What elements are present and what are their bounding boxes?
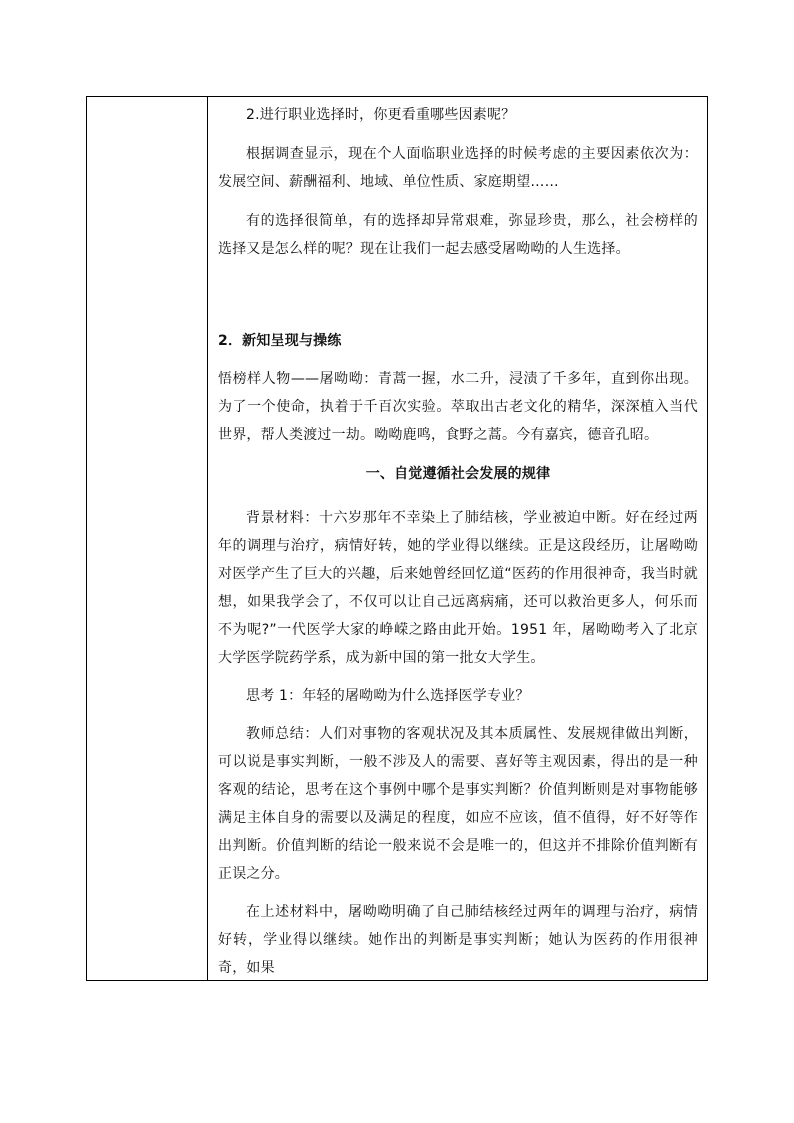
subheading: 一、自觉遵循社会发展的规律	[365, 466, 551, 482]
analysis-paragraph: 在上述材料中，屠呦呦明确了自己肺结核经过两年的调理与治疗，病情好转，学业得以继续。她作出的判断是事实判断；她认为医药的作用很神奇，如果	[218, 904, 698, 976]
section-heading: 2．新知呈现与操练	[218, 333, 342, 349]
role-model-paragraph: 悟榜样人物——屠呦呦：青蒿一握，水二升，浸渍了千多年，直到你出现。为了一个使命，执着于千百次实验。萃取出古老文化的精华，深深植入当代世界，帮人类渡过一劫。呦呦鹿鸣，食野之蒿。今有嘉宾，德音孔昭。	[218, 371, 698, 443]
question-2: 2.进行职业选择时，你更看重哪些因素呢？	[246, 107, 516, 123]
table-content-cell	[208, 97, 707, 980]
survey-paragraph: 根据调查显示，现在个人面临职业选择的时候考虑的主要因素依次为：发展空间、薪酬福利、地域、单位性质、家庭期望……	[218, 146, 698, 190]
think-question-1: 思考 1：年轻的屠呦呦为什么选择医学专业？	[246, 688, 530, 704]
lesson-table	[86, 96, 708, 981]
background-material: 背景材料：十六岁那年不幸染上了肺结核，学业被迫中断。好在经过两年的调理与治疗，病情好转，她的学业得以继续。正是这段经历，让屠呦呦对医学产生了巨大的兴趣，后来她曾经回忆道“医药的作用很神奇，我当时就想，如果我学会了，不仅可以让自己远离病痛，还可以救治更多人，何乐而不为呢?”一代医学大家的峥嵘之路由此开始。1951 年，屠呦呦考入了北京大学医学院药学系，成为新中国的第一批女大学生。	[218, 510, 698, 666]
teacher-summary: 教师总结：人们对事物的客观状况及其本质属性、发展规律做出判断，可以说是事实判断，一般不涉及人的需要、喜好等主观因素，得出的是一种客观的结论，思考在这个事例中哪个是事实判断？价值判断则是对事物能够满足主体自身的需要以及满足的程度，如应不应该，值不值得，好不好等作出判断。价值判断的结论一般来说不会是唯一的，但这并不排除价值判断有正误之分。	[218, 726, 698, 882]
table-left-column	[87, 97, 208, 980]
choice-paragraph: 有的选择很简单，有的选择却异常艰难，弥显珍贵，那么，社会榜样的选择又是怎么样的呢？现在让我们一起去感受屠呦呦的人生选择。	[218, 213, 698, 257]
